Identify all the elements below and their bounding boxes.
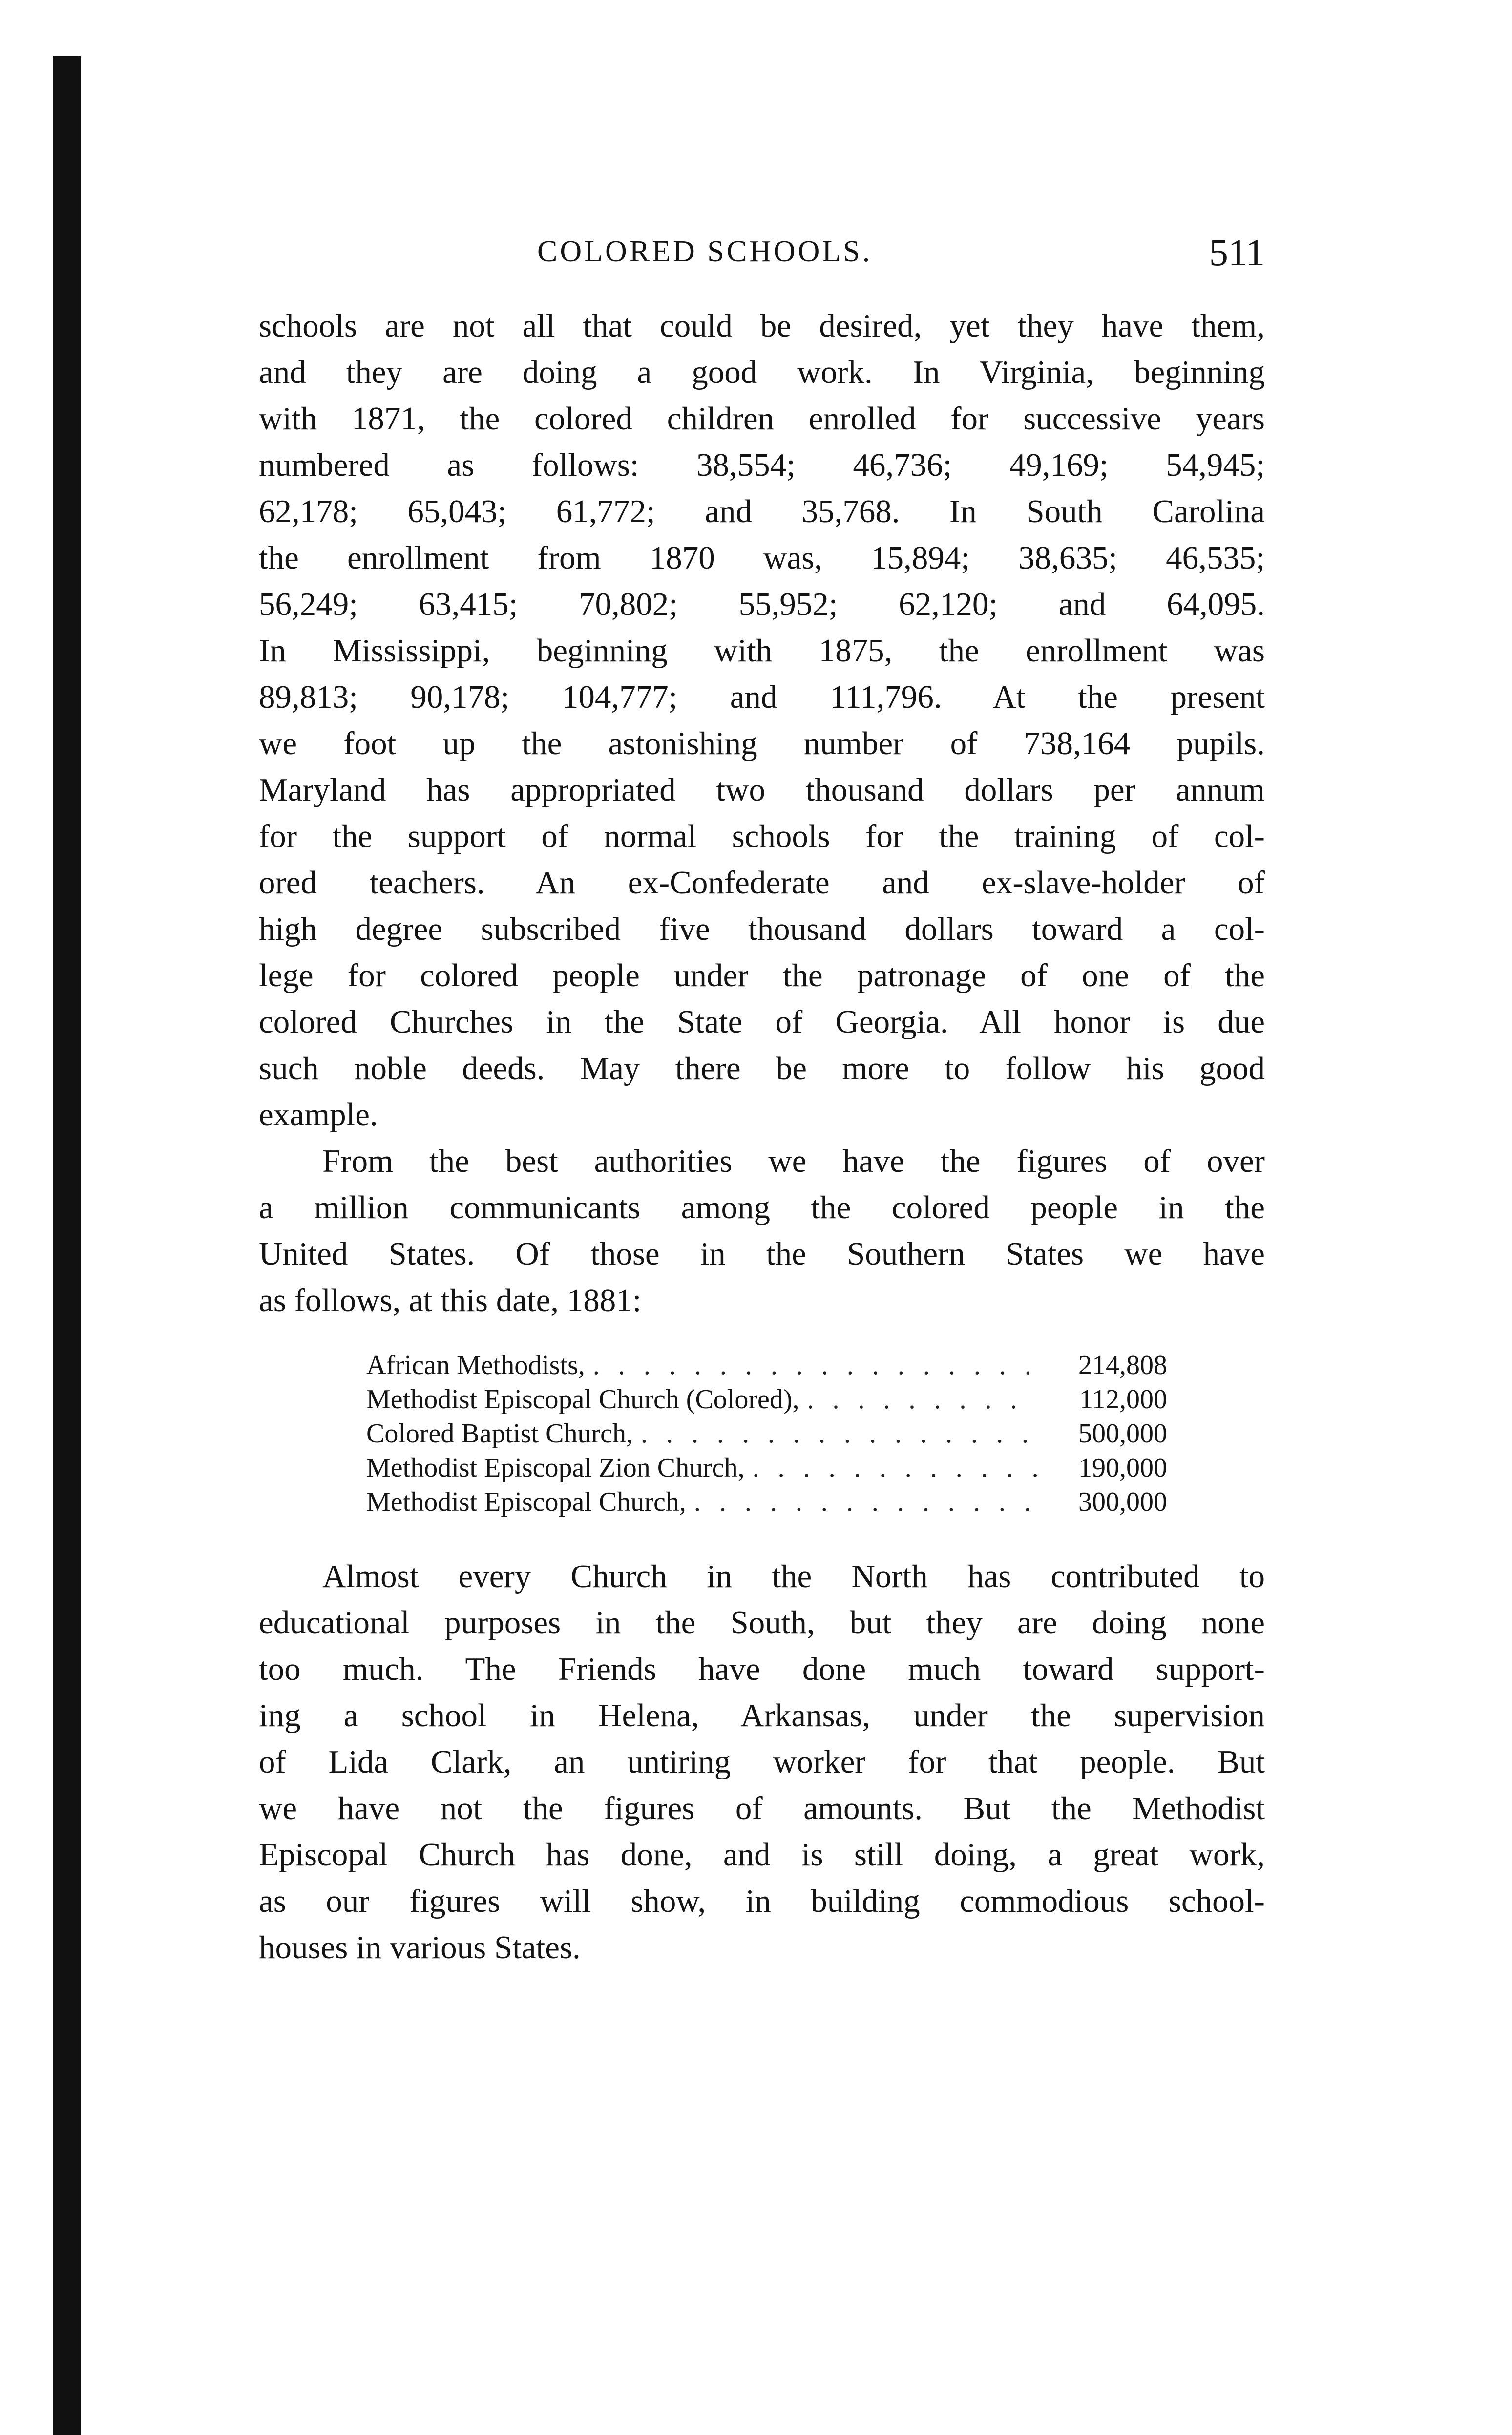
paragraph-communicants bbox=[259, 1138, 1265, 1324]
text-line: Almost every Church in the North has contributed to bbox=[322, 1558, 1265, 1594]
text-line: colored Churches in the State of Georgia. All honor is due bbox=[259, 1004, 1265, 1040]
table-row bbox=[366, 1417, 1167, 1451]
text-line: 62,178; 65,043; 61,772; and 35,768. In South Carolina bbox=[259, 493, 1265, 529]
text-line: and they are doing a good work. In Virginia, beginning bbox=[259, 354, 1265, 390]
communicant-count: 112,000 bbox=[1079, 1384, 1167, 1415]
text-line: a million communicants among the colored people in the bbox=[259, 1189, 1265, 1226]
text-line: 56,249; 63,415; 70,802; 55,952; 62,120; and 64,095. bbox=[259, 586, 1265, 622]
dot-leader bbox=[694, 1485, 1037, 1519]
text-line: In Mississippi, beginning with 1875, the enrollment was bbox=[259, 633, 1265, 669]
paragraph-church-contributions bbox=[259, 1553, 1265, 1971]
text-line: with 1871, the colored children enrolled for successive years bbox=[259, 401, 1265, 437]
text-line: for the support of normal schools for the training of col- bbox=[259, 818, 1265, 854]
text-line: we have not the figures of amounts. But the Methodist bbox=[259, 1790, 1265, 1826]
text-line: such noble deeds. May there be more to follow his good bbox=[259, 1050, 1265, 1086]
text-line: 89,813; 90,178; 104,777; and 111,796. At the present bbox=[259, 679, 1265, 715]
communicant-count: 500,000 bbox=[1078, 1419, 1167, 1449]
text-line: houses in various States. bbox=[259, 1929, 581, 1966]
text-line: as follows, at this date, 1881: bbox=[259, 1282, 642, 1318]
binding-edge bbox=[53, 56, 81, 2435]
page-number: 511 bbox=[1209, 231, 1265, 274]
dot-leader bbox=[753, 1451, 1037, 1485]
text-line: Maryland has appropriated two thousand dollars per annum bbox=[259, 772, 1265, 808]
dot-leader bbox=[807, 1382, 1037, 1417]
table-row bbox=[366, 1485, 1167, 1519]
text-line: educational purposes in the South, but they are doing none bbox=[259, 1605, 1265, 1641]
dot-leader bbox=[593, 1348, 1037, 1382]
church-name: Colored Baptist Church, bbox=[366, 1419, 633, 1449]
church-name: Methodist Episcopal Church, bbox=[366, 1487, 686, 1517]
communicant-count: 190,000 bbox=[1078, 1453, 1167, 1483]
text-line: too much. The Friends have done much toward support- bbox=[259, 1651, 1265, 1687]
running-head bbox=[259, 231, 1265, 278]
church-name: Methodist Episcopal Church (Colored), bbox=[366, 1384, 799, 1415]
table-row bbox=[366, 1451, 1167, 1485]
text-line: the enrollment from 1870 was, 15,894; 38,635; 46,535; bbox=[259, 540, 1265, 576]
text-line: ored teachers. An ex-Confederate and ex-slave-holder of bbox=[259, 865, 1265, 901]
text-line: numbered as follows: 38,554; 46,736; 49,169; 54,945; bbox=[259, 447, 1265, 483]
text-line: as our figures will show, in building commodious school- bbox=[259, 1883, 1265, 1919]
table-row bbox=[366, 1348, 1167, 1382]
text-line: Episcopal Church has done, and is still doing, a great work, bbox=[259, 1837, 1265, 1873]
text-line: lege for colored people under the patronage of one of the bbox=[259, 957, 1265, 994]
text-line: From the best authorities we have the figures of over bbox=[322, 1143, 1265, 1179]
text-line: United States. Of those in the Southern States we have bbox=[259, 1236, 1265, 1272]
text-line: schools are not all that could be desired, yet they have them, bbox=[259, 308, 1265, 344]
text-line: ing a school in Helena, Arkansas, under the supervision bbox=[259, 1697, 1265, 1734]
communicant-count: 214,808 bbox=[1078, 1350, 1167, 1380]
table-row bbox=[366, 1382, 1167, 1417]
communicants-table bbox=[366, 1348, 1167, 1519]
book-page bbox=[259, 231, 1265, 1971]
church-name: African Methodists, bbox=[366, 1350, 585, 1380]
church-name: Methodist Episcopal Zion Church, bbox=[366, 1453, 745, 1483]
dot-leader bbox=[641, 1417, 1037, 1451]
text-line: high degree subscribed five thousand dollars toward a col- bbox=[259, 911, 1265, 947]
text-line: example. bbox=[259, 1097, 378, 1133]
paragraph-enrollment bbox=[259, 303, 1265, 1138]
text-line: of Lida Clark, an untiring worker for that people. But bbox=[259, 1744, 1265, 1780]
communicant-count: 300,000 bbox=[1078, 1487, 1167, 1517]
running-head-title: COLORED SCHOOLS. bbox=[537, 235, 873, 268]
text-line: we foot up the astonishing number of 738,164 pupils. bbox=[259, 725, 1265, 762]
